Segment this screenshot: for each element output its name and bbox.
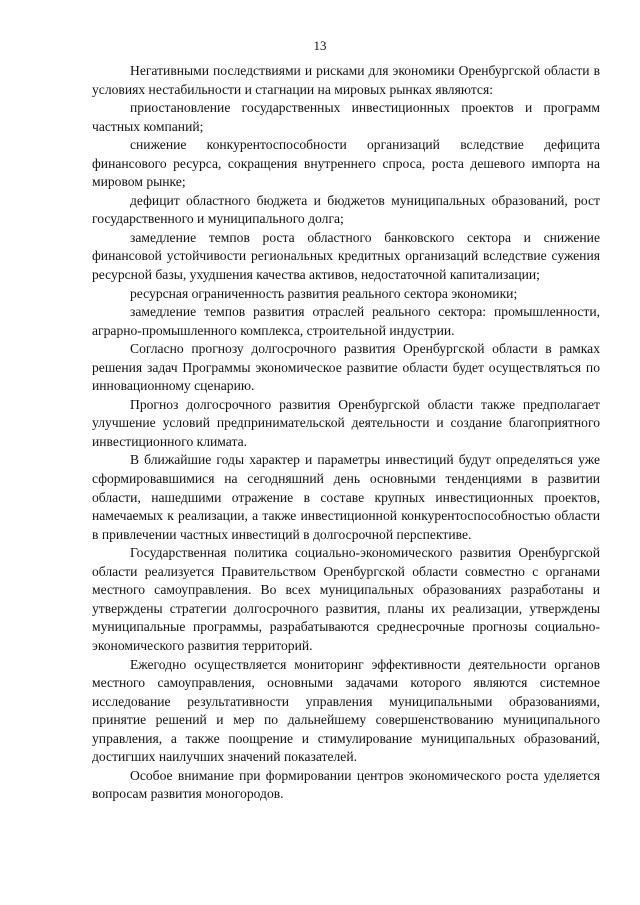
paragraph: Особое внимание при формировании центров экономического роста уделяется вопросам развития моногородов. — [92, 767, 600, 802]
paragraph: дефицит областного бюджета и бюджетов муниципальных образований, рост государственного и муниципального долга; — [92, 192, 600, 227]
paragraph: ресурсная ограниченность развития реального сектора экономики; — [130, 285, 518, 301]
paragraph: замедление темпов развития отраслей реального сектора: промышленности, аграрно-промышленного комплекса, строительной индустрии. — [92, 304, 600, 338]
page-number: 13 — [313, 38, 327, 53]
paragraph: Негативными последствиями и рисками для экономики Оренбургской области в условиях нестабильности и стагнации на мировых рынках являются: — [92, 63, 600, 97]
paragraph: Государственная политика социально-экономического развития Оренбургской области реализуется Правительством Оренбургской области совместно с органами местного самоуправления. Во всех муниципальных образованиях разработаны и утверждены стратегии долгосрочного развития, планы их реализации, утверждены муниципальные программы, разрабатываются среднесрочные прогнозы социально-экономического развития территорий. — [92, 545, 600, 653]
paragraph: замедление темпов роста областного банковского сектора и снижение финансовой устойчивости региональных кредитных организаций вследствие сужения ресурсной базы, ухудшения качества активов, недостаточной капитализации; — [92, 229, 600, 283]
paragraph: Ежегодно осуществляется мониторинг эффективности деятельности органов местного самоуправления, основными задачами которого являются системное исследование результативности управления муниципальными образованиями, принятие решений и мер по дальнейшему совершенствованию муниципального управления, а также поощрение и стимулирование муниципальных образований, достигших наилучших значений показателей. — [92, 656, 600, 765]
paragraph: снижение конкурентоспособности организаций вследствие дефицита финансового ресурса, сокращения внутреннего спроса, роста дешевого импорта на мировом рынке; — [92, 137, 600, 190]
document-body — [92, 62, 600, 804]
paragraph: В ближайшие годы характер и параметры инвестиций будут определяться уже сформировавшимися на сегодняшний день основными тенденциями в развитии области, нашедшими отражение в составе крупных инвестиционных проектов, намечаемых к реализации, а также инвестиционной конкурентоспособностью области в привлечении частных инвестиций в долгосрочной перспективе. — [92, 452, 600, 542]
paragraph: Прогноз долгосрочного развития Оренбургской области также предполагает улучшение условий предпринимательской деятельности и создание благоприятного инвестиционного климата. — [92, 396, 600, 449]
paragraph: Согласно прогнозу долгосрочного развития Оренбургской области в рамках решения задач Программы экономическое развитие области будет осуществляться по инновационному сценарию. — [92, 341, 600, 394]
paragraph: приостановление государственных инвестиционных проектов и программ частных компаний; — [92, 100, 600, 134]
